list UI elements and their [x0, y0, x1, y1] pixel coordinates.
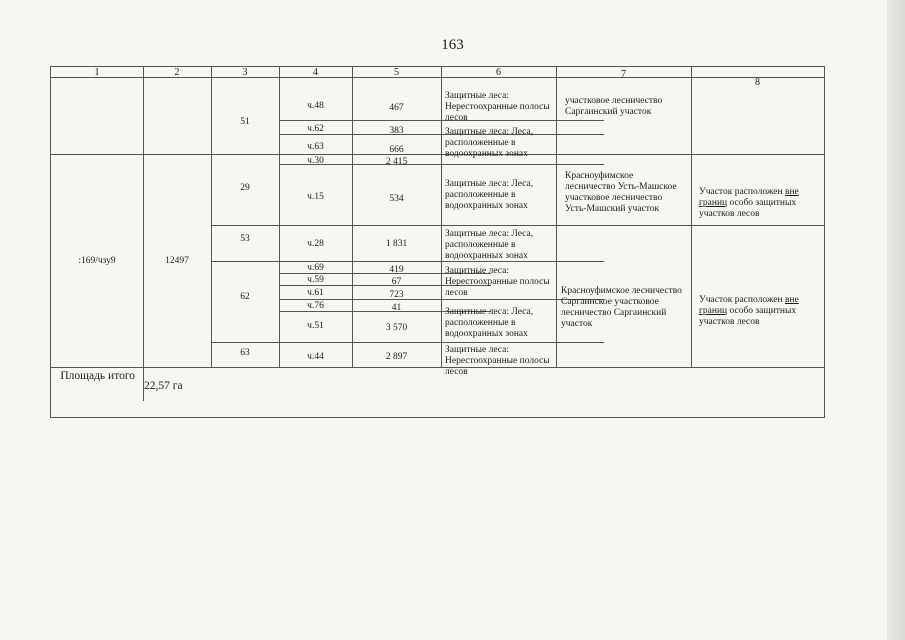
purpose-cell: Защитные леса: Леса, расположенные в водоохранных зонах — [445, 127, 534, 159]
area-cell: 383 — [389, 126, 404, 136]
total-value: 22,57 га — [144, 380, 183, 392]
vydel-cell: ч.51 — [307, 321, 324, 331]
forestry-cell: Красноуфимское лесничество Усть-Машское участковое лесничество Усть-Машский участок — [565, 171, 677, 214]
col-header-1: 1 — [94, 67, 100, 78]
purpose-cell: Защитные леса: Леса, расположенные в водоохранных зонах — [445, 179, 534, 211]
object-id: :169/чзу9 — [78, 256, 116, 266]
kvartal-62: 62 — [240, 292, 250, 302]
forestry-cell: участковое лесничество Саргаинский участок — [565, 96, 663, 117]
total-label: Площадь итого — [60, 370, 135, 382]
scan-edge — [887, 0, 905, 640]
vydel-cell: ч.48 — [307, 101, 324, 111]
area-cell: 467 — [389, 103, 404, 113]
purpose-cell: Защитные леса: Нерестоохранные полосы лесов — [445, 266, 550, 298]
kvartal-63: 63 — [240, 348, 250, 358]
note-cell: Участок расположен вне границ особо защитных участков лесов — [699, 295, 799, 327]
col-header-8: 8 — [755, 77, 760, 88]
vydel-cell: ч.63 — [307, 142, 324, 152]
area-cell: 666 — [389, 145, 404, 155]
page-number: 163 — [441, 37, 464, 53]
vydel-cell: ч.15 — [307, 192, 324, 202]
vydel-cell: ч.28 — [307, 239, 324, 249]
area-cell: 419 — [389, 265, 404, 275]
area-cell: 41 — [391, 303, 402, 313]
kvartal-53: 53 — [240, 234, 250, 244]
purpose-cell: Защитные леса: Нерестоохранные полосы лесов — [445, 91, 550, 123]
area-cell: 3 570 — [385, 323, 408, 333]
kvartal-29: 29 — [240, 183, 250, 193]
land-plot-table — [50, 66, 825, 418]
vydel-cell: ч.76 — [307, 301, 324, 311]
area-cell: 534 — [389, 194, 404, 204]
kvartal-51: 51 — [240, 117, 250, 127]
area-cell: 67 — [391, 277, 402, 287]
vydel-cell: ч.30 — [307, 156, 324, 166]
purpose-cell: Защитные леса: Нерестоохранные полосы лесов — [445, 345, 550, 377]
vydel-cell: ч.44 — [307, 352, 324, 362]
col-header-6: 6 — [496, 67, 501, 78]
col-header-4: 4 — [313, 67, 318, 78]
vydel-cell: ч.61 — [307, 288, 324, 298]
vydel-cell: ч.62 — [307, 124, 324, 134]
vydel-cell: ч.69 — [307, 263, 324, 273]
col-header-3: 3 — [242, 67, 248, 78]
object-number: 12497 — [165, 256, 189, 266]
area-cell: 2 897 — [385, 352, 408, 362]
note-cell: Участок расположен вне границ особо защитных участков лесов — [699, 187, 799, 219]
col-header-5: 5 — [394, 67, 399, 78]
col-header-7: 7 — [621, 69, 626, 80]
area-cell: 723 — [389, 290, 404, 300]
col-header-2: 2 — [174, 67, 180, 78]
area-cell: 2 415 — [385, 157, 408, 167]
area-cell: 1 831 — [385, 239, 408, 249]
forestry-cell: Красноуфимское лесничество Саргаинское участковое лесничество Саргаинский участок — [561, 286, 682, 329]
vydel-cell: ч.59 — [307, 275, 324, 285]
purpose-cell: Защитные леса: Леса, расположенные в водоохранных зонах — [445, 307, 534, 339]
purpose-cell: Защитные леса: Леса, расположенные в водоохранных зонах — [445, 229, 534, 261]
